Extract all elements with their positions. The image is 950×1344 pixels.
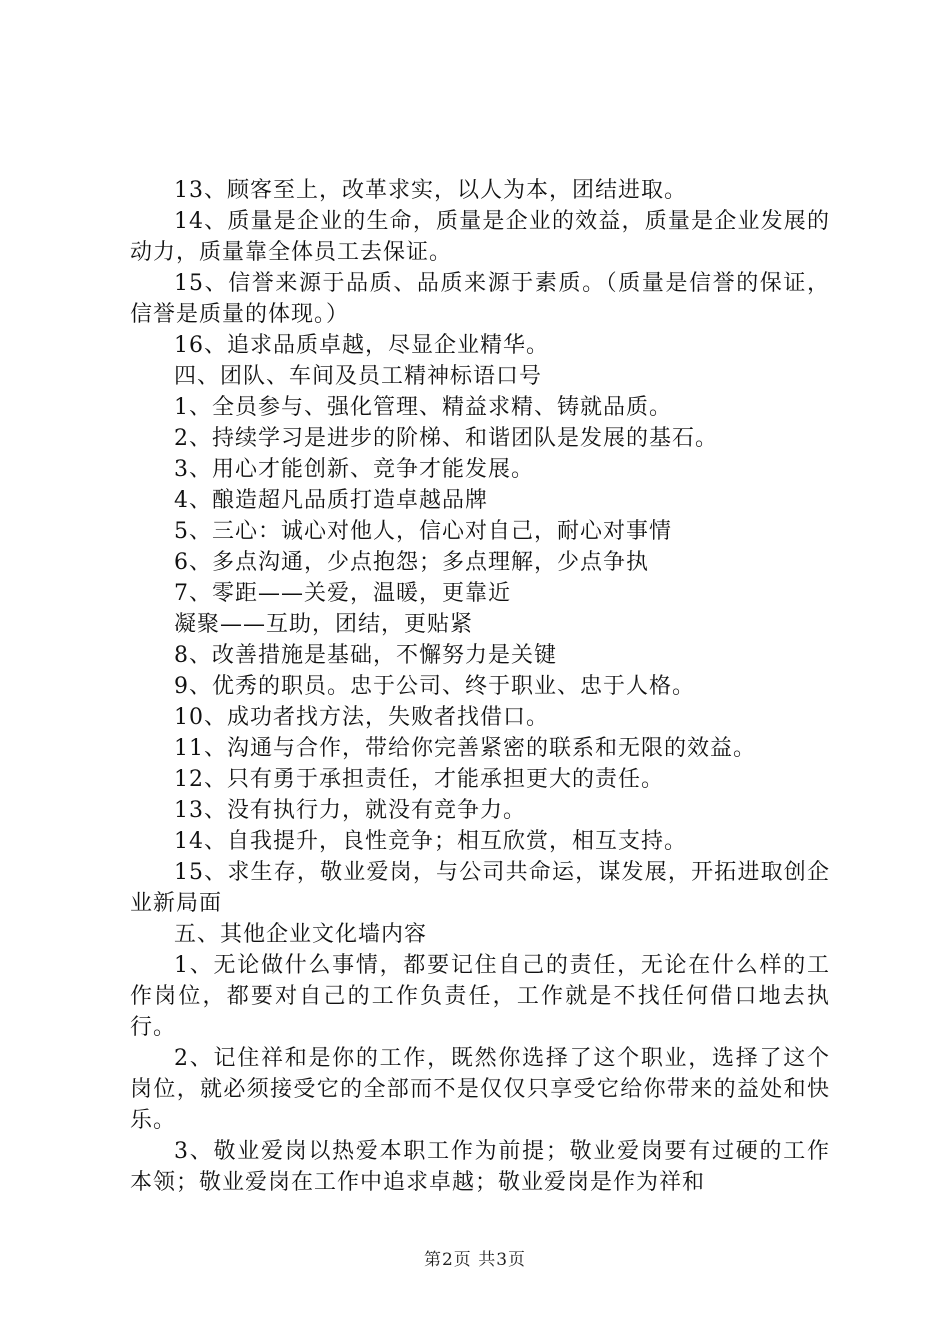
page-footer: 第2页 共3页 (423, 1250, 527, 1270)
paragraph: 3、敬业爱岗以热爱本职工作为前提；敬业爱岗要有过硬的工作本领；敬业爱岗在工作中追求卓越；敬业爱岗是作为祥和 (130, 1139, 830, 1195)
paragraph: 14、自我提升，良性竞争；相互欣赏，相互支持。 (174, 829, 687, 854)
paragraph: 11、沟通与合作，带给你完善紧密的联系和无限的效益。 (174, 736, 756, 761)
paragraph: 15、求生存，敬业爱岗，与公司共命运，谋发展，开拓进取创企业新局面 (130, 860, 830, 916)
paragraph: 14、质量是企业的生命，质量是企业的效益，质量是企业发展的动力，质量靠全体员工去保证。 (130, 209, 830, 265)
paragraph: 2、持续学习是进步的阶梯、和谐团队是发展的基石。 (174, 426, 718, 451)
paragraph: 13、没有执行力，就没有竞争力。 (174, 798, 526, 823)
paragraph: 2、记住祥和是你的工作，既然你选择了这个职业，选择了这个岗位，就必须接受它的全部而不是仅仅只享受它给你带来的益处和快乐。 (130, 1046, 830, 1133)
document-body (130, 175, 830, 1198)
paragraph: 10、成功者找方法，失败者找借口。 (174, 705, 549, 730)
paragraph: 凝聚——互助，团结，更贴紧 (174, 612, 474, 637)
paragraph: 8、改善措施是基础，不懈努力是关键 (174, 643, 557, 668)
paragraph: 1、全员参与、强化管理、精益求精、铸就品质。 (174, 395, 672, 420)
paragraph: 4、酿造超凡品质打造卓越品牌 (174, 488, 488, 513)
paragraph: 7、零距——关爱，温暖，更靠近 (174, 581, 511, 606)
paragraph: 6、多点沟通，少点抱怨；多点理解，少点争执 (174, 550, 649, 575)
paragraph: 5、三心：诚心对他人，信心对自己，耐心对事情 (174, 519, 672, 544)
paragraph: 13、顾客至上，改革求实，以人为本，团结进取。 (174, 178, 687, 203)
paragraph: 12、只有勇于承担责任，才能承担更大的责任。 (174, 767, 664, 792)
paragraph: 9、优秀的职员。忠于公司、终于职业、忠于人格。 (174, 674, 695, 699)
paragraph: 五、其他企业文化墙内容 (174, 922, 428, 947)
paragraph: 15、信誉来源于品质、品质来源于素质。（质量是信誉的保证，信誉是质量的体现。） (130, 271, 830, 327)
paragraph: 四、团队、车间及员工精神标语口号 (174, 364, 543, 389)
paragraph: 16、追求品质卓越，尽显企业精华。 (174, 333, 549, 358)
paragraph: 1、无论做什么事情，都要记住自己的责任，无论在什么样的工作岗位，都要对自己的工作负责任，工作就是不找任何借口地去执行。 (130, 953, 830, 1040)
paragraph: 3、用心才能创新、竞争才能发展。 (174, 457, 534, 482)
